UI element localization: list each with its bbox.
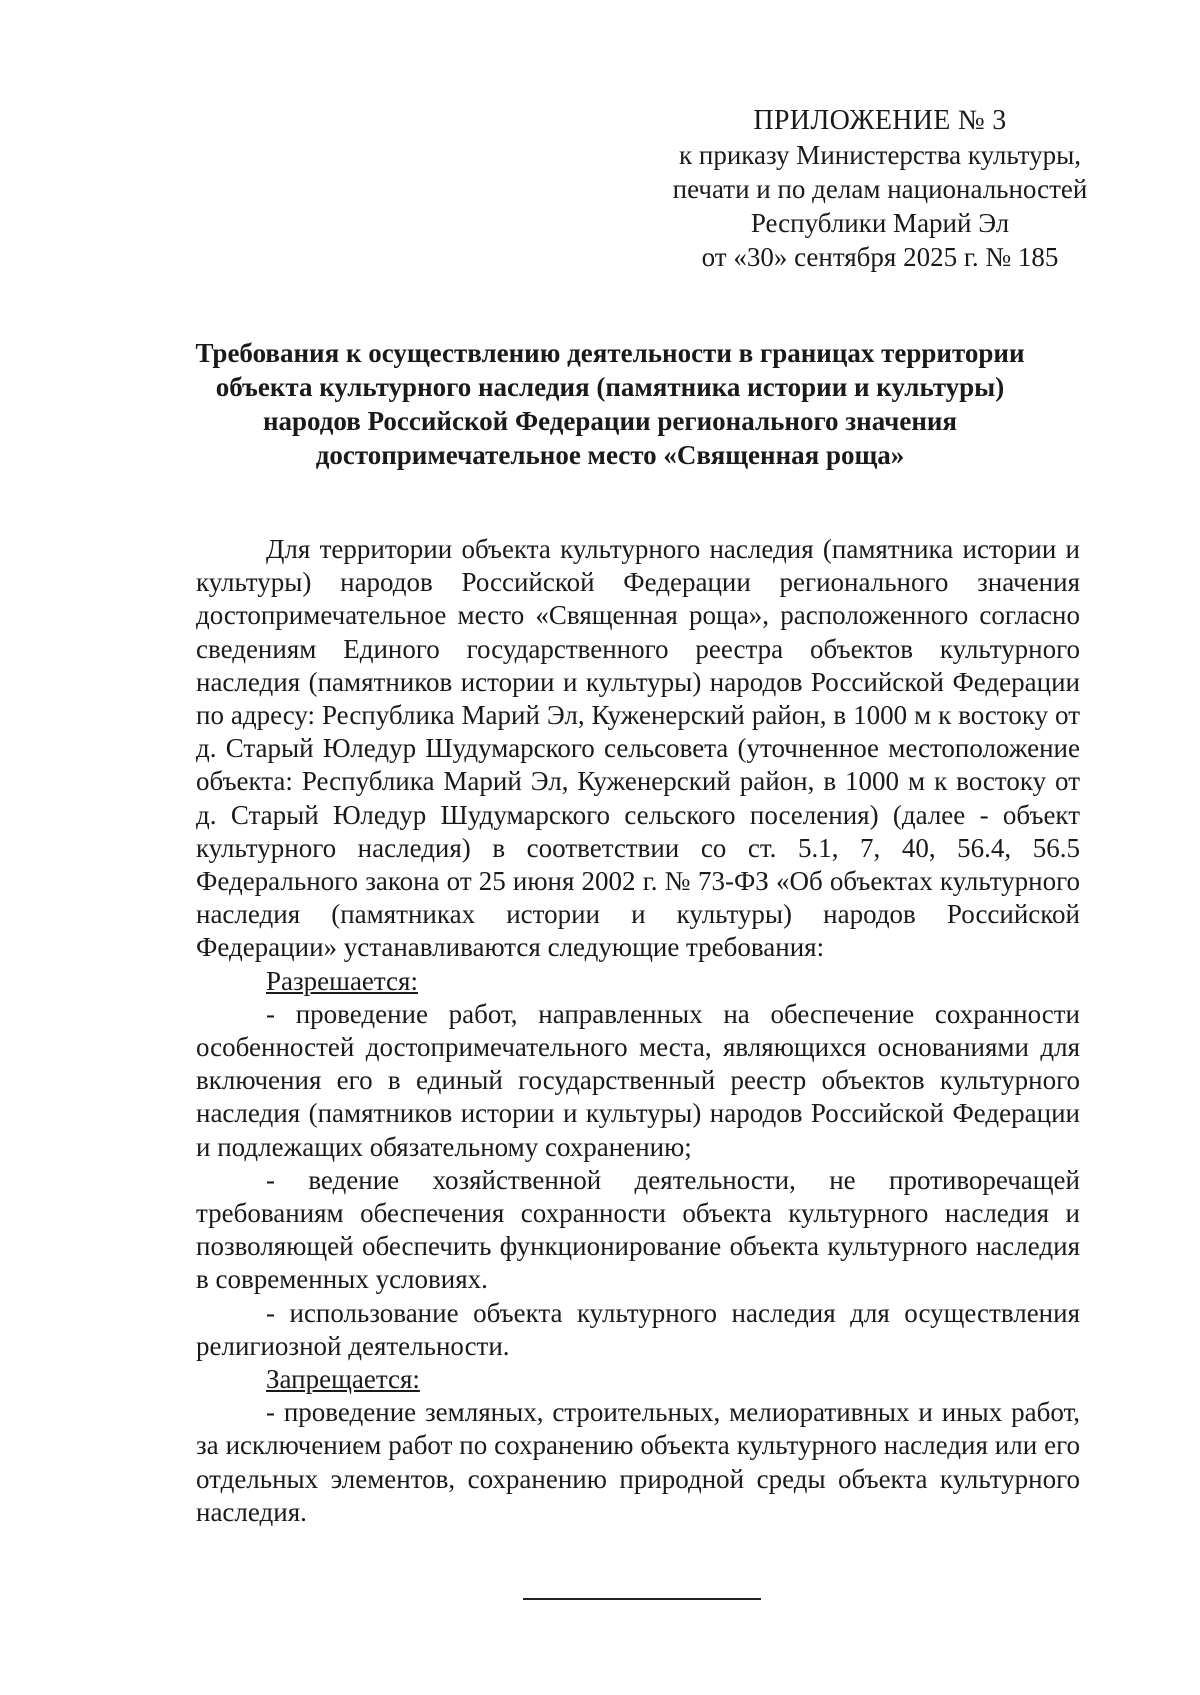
intro-paragraph: Для территории объекта культурного наследия (памятника истории и культуры) народов Российской Федерации регионального значения достопримечательное место «Священная роща», расположенного согласно сведениям Единого государственного реестра объектов культурного наследия (памятников истории и культуры) народов Российской Федерации по адресу: Республика Марий Эл, Куженерский район, в 1000 м к востоку от д. Старый Юледур Шудумарского сельсовета (уточненное местоположение объекта: Республика Марий Эл, Куженерский район, в 1000 м к востоку от д. Старый Юледур Шудумарского сельского поселения) (далее - объект культурного наследия) в соответствии со ст. 5.1, 7, 40, 56.4, 56.5 Федерального закона от 25 июня 2002 г. № 73-ФЗ «Об объектах культурного наследия (памятниках истории и культуры) народов Российской Федерации» устанавливаются следующие требования: bbox=[196, 534, 1080, 963]
appendix-line: от «30» сентября 2025 г. № 185 bbox=[701, 242, 1059, 272]
appendix-line: к приказу Министерства культуры, bbox=[679, 140, 1081, 170]
appendix-line: Республики Марий Эл bbox=[750, 208, 1010, 238]
document-title-line: народов Российской Федерации регионального значения bbox=[262, 406, 958, 436]
document-title-line: достопримечательное место «Священная роща» bbox=[315, 440, 905, 470]
forbidden-item: - проведение земляных, строительных, мелиоративных и иных работ, за исключением работ по сохранению объекта культурного наследия или его отдельных элементов, сохранению природной среды объекта культурного наследия. bbox=[196, 1397, 1080, 1527]
document-title bbox=[150, 336, 1070, 472]
document-body bbox=[196, 533, 1080, 1529]
allowed-item: - проведение работ, направленных на обеспечение сохранности особенностей достопримечательного места, являющихся основаниями для включения его в единый государственный реестр объектов культурного наследия (памятников истории и культуры) народов Российской Федерации и подлежащих обязательному сохранению; bbox=[196, 998, 1080, 1162]
allowed-heading-paragraph bbox=[196, 965, 1080, 998]
forbidden-heading: Запрещается: bbox=[266, 1364, 420, 1395]
appendix-line: печати и по делам национальностей bbox=[672, 174, 1088, 204]
appendix-title: ПРИЛОЖЕНИЕ № 3 bbox=[753, 105, 1007, 136]
forbidden-heading-paragraph bbox=[196, 1363, 1080, 1396]
allowed-item: - использование объекта культурного наследия для осуществления религиозной деятельности. bbox=[196, 1297, 1080, 1361]
allowed-heading: Разрешается: bbox=[266, 965, 418, 996]
document-title-line: объекта культурного наследия (памятника истории и культуры) bbox=[215, 372, 1005, 402]
appendix-header bbox=[640, 104, 1120, 274]
document-title-line: Требования к осуществлению деятельности в границах территории bbox=[195, 338, 1025, 368]
footer-divider bbox=[523, 1598, 761, 1600]
allowed-item: - ведение хозяйственной деятельности, не противоречащей требованиям обеспечения сохранности объекта культурного наследия и позволяющей обеспечить функционирование объекта культурного наследия в современных условиях. bbox=[196, 1164, 1080, 1295]
